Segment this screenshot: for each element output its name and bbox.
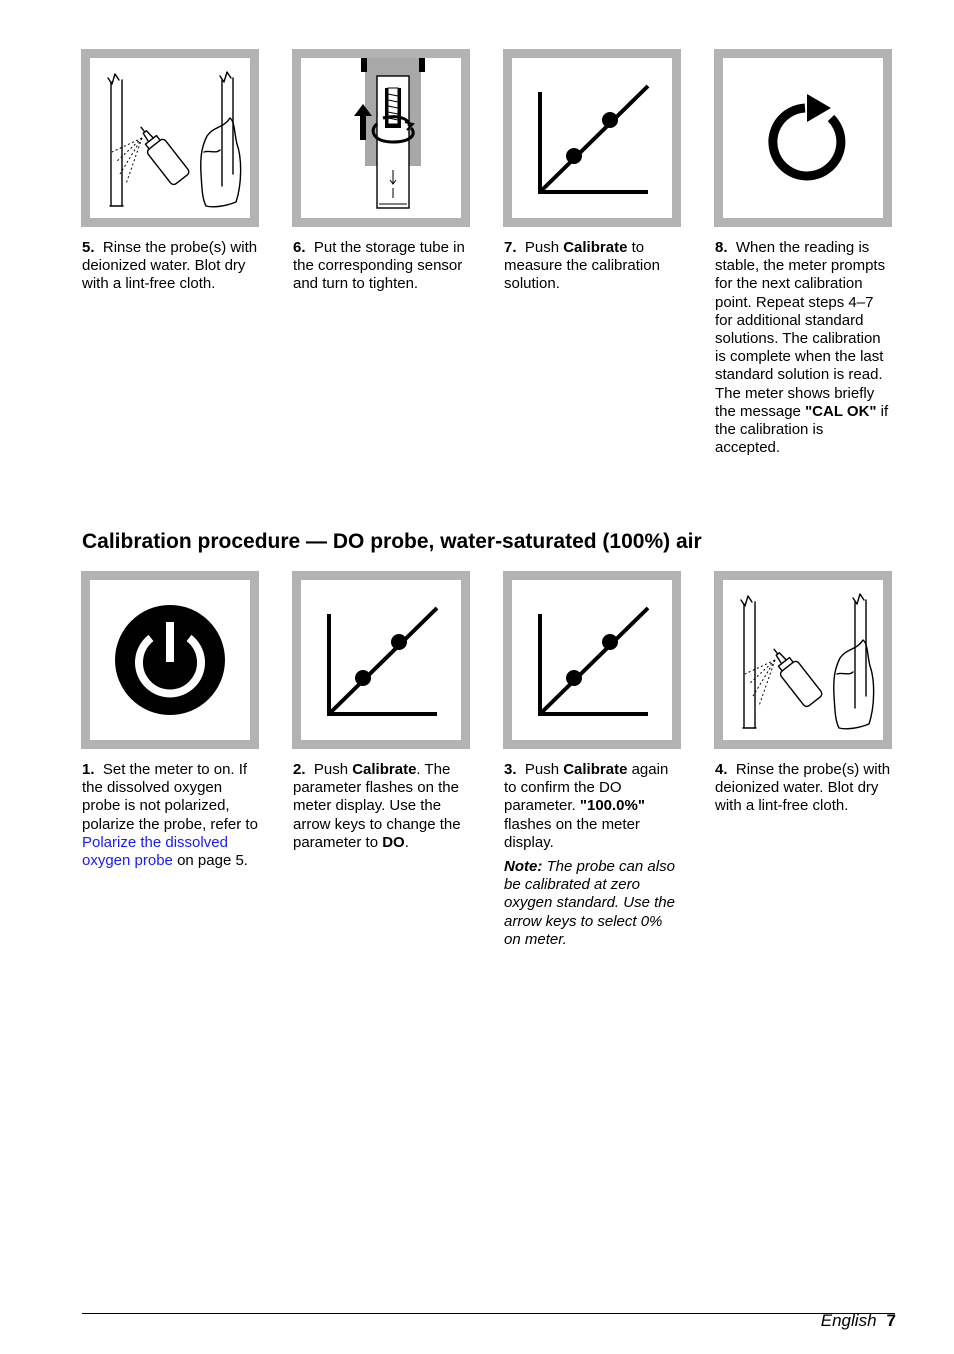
calibration-graph-icon — [512, 580, 672, 740]
step-3-text — [504, 761, 680, 949]
note-text: The probe can also be calibrated at zero oxygen standard. Use the arrow keys to select 0% on meter. — [504, 858, 675, 948]
calibration-graph-icon — [512, 58, 672, 218]
calibration-graph-icon — [301, 580, 461, 740]
rinse-probe-icon — [723, 580, 883, 740]
step-body-start: Push — [524, 761, 564, 778]
page-footer — [821, 1311, 896, 1331]
calibrate-key-label: Calibrate — [563, 761, 628, 778]
step-7-text — [504, 239, 680, 294]
step-8-illustration — [714, 49, 892, 227]
note — [504, 858, 680, 949]
page-number: 7 — [886, 1311, 896, 1330]
step-7-illustration — [503, 49, 681, 227]
step-5-illustration — [81, 49, 259, 227]
step-2-illustration — [292, 571, 470, 749]
cal-ok-message: "CAL OK" — [805, 402, 877, 420]
step-body-start: When the reading is stable, the meter prompts for the next calibration point. Repeat steps 4–7 for additional standard solutions. The calibration is complete when the last standard solution is read. The meter shows briefly the message — [715, 239, 886, 420]
step-body-start: Push — [524, 239, 564, 256]
step-4-illustration — [714, 571, 892, 749]
step-8-text — [715, 239, 891, 457]
polarize-probe-link[interactable]: Polarize the dissolved oxygen probe — [82, 833, 228, 870]
step-1-illustration — [81, 571, 259, 749]
step-body: Put the storage tube in the corresponding sensor and turn to tighten. — [293, 239, 465, 293]
step-number: 3. — [504, 761, 517, 778]
repeat-icon — [723, 58, 883, 218]
storage-tube-icon — [301, 58, 461, 218]
footer-rule — [82, 1313, 895, 1314]
step-body: Rinse the probe(s) with deionized water. Blot dry with a lint-free cloth. — [82, 239, 258, 293]
rinse-probe-icon — [90, 58, 250, 218]
step-number: 6. — [293, 239, 306, 256]
step-6-illustration — [292, 49, 470, 227]
step-3-illustration — [503, 571, 681, 749]
step-number: 5. — [82, 239, 95, 256]
power-icon — [90, 580, 250, 740]
step-body-end: if the calibration is accepted. — [715, 402, 889, 457]
step-body-end: to measure the calibration solution. — [504, 239, 660, 293]
step-2-text — [293, 761, 469, 852]
percent-value-label: "100.0%" — [579, 797, 645, 815]
note-label: Note: — [504, 858, 543, 876]
step-5-text — [82, 239, 258, 294]
step-body-end: flashes on the meter display. — [504, 815, 640, 851]
calibrate-key-label: Calibrate — [563, 239, 628, 256]
step-body-mid: again to confirm the DO parameter. — [504, 761, 669, 815]
section-title: Calibration procedure — DO probe, water-saturated (100%) air — [82, 530, 702, 553]
step-body-mid: . The parameter flashes on the meter display. Use the arrow keys to change the parameter to — [293, 761, 461, 851]
step-4-text — [715, 761, 891, 816]
calibrate-key-label: Calibrate — [352, 761, 417, 778]
footer-language: English — [820, 1311, 877, 1330]
step-number: 4. — [715, 761, 728, 778]
step-body-start: Push — [313, 761, 353, 778]
step-body-end: on page 5. — [172, 852, 248, 870]
step-1-text — [82, 761, 258, 870]
step-number: 1. — [82, 761, 95, 778]
step-number: 8. — [715, 239, 728, 256]
step-number: 7. — [504, 239, 517, 256]
step-body-end: . — [404, 833, 409, 851]
step-body-start: Set the meter to on. If the dissolved oxygen probe is not polarized, polarize the probe, refer to — [82, 761, 258, 833]
step-number: 2. — [293, 761, 306, 778]
do-parameter-label: DO — [382, 833, 405, 851]
step-6-text — [293, 239, 469, 294]
step-body: Rinse the probe(s) with deionized water. Blot dry with a lint-free cloth. — [715, 761, 891, 815]
